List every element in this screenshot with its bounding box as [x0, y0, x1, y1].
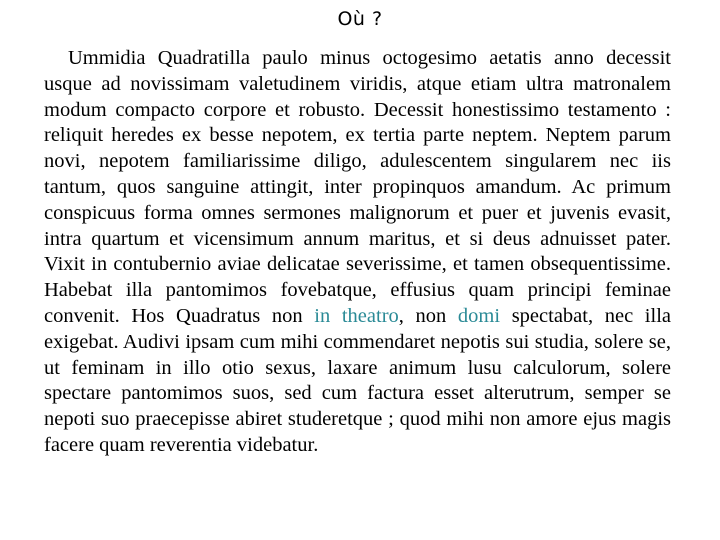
paragraph-text-part-3: spectabat, nec illa exigebat. Audivi ipsam cum mihi commendaret nepotis sui studia, solere se, ut feminam in illo otio sexus, laxare animum lusu calculorum, solere spectare pantomimos suos, sed cum factura esset alterutrum, semper se nepoti suo praecepisse abiret studeretque ; quod mihi non amore ejus magis facere quam reverentia videbatur. — [44, 304, 671, 456]
paragraph-text-part-2: , non — [398, 304, 458, 327]
highlighted-phrase-in-theatro: in theatro — [314, 304, 399, 327]
page-title: Où ? — [337, 8, 383, 30]
paragraph-text-part-1: Ummidia Quadratilla paulo minus octogesimo aetatis anno decessit usque ad novissimam valetudinem viridis, atque etiam ultra matronalem modum compacto corpore et robusto. Decessit honestissimo testamento : reliquit heredes ex besse nepotem, ex tertia parte neptem. Neptem parum novi, nepotem familiarissime diligo, adulescentem singularem nec iis tantum, quos sanguine attingit, inter propinquos amandum. Ac primum conspicuus forma omnes sermones malignorum et puer et juvenis evasit, intra quartum et vicensimum annum maritus, et si deus adnuisset pater. Vixit in contubernio aviae delicatae severissime, et tamen obsequentissime. Habebat illa pantomimos fovebatque, effusius quam principi feminae convenit. Hos Quadratus non — [44, 47, 671, 327]
body-paragraph — [44, 46, 671, 459]
highlighted-word-domi: domi — [457, 304, 501, 327]
